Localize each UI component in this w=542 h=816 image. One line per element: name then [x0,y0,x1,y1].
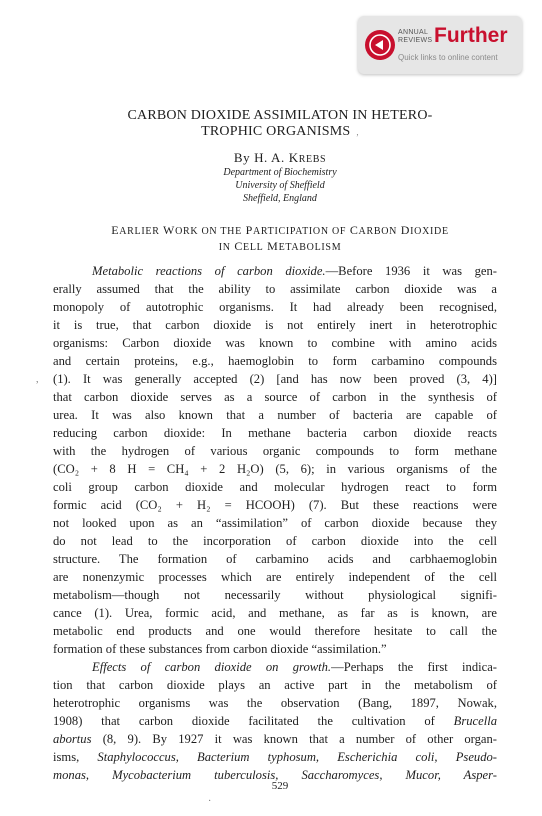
further-play-icon[interactable] [365,30,395,60]
body-line: that carbon dioxide serves as a source of carbon in the synthesis of [53,390,497,404]
byline: By H. A. KREBS [233,150,327,165]
margin-mark: , [36,374,39,385]
affiliation-university: University of Sheffield [235,180,325,191]
affiliation-department: Department of Biochemistry [223,167,337,178]
body-line: Metabolic reactions of carbon dioxide.—Before 1936 it was gen- [92,264,497,278]
body-line: abortus (8, 9). By 1927 it was known that a number of other organ- [53,732,497,746]
body-line: coli group carbon dioxide and molecular hydrogen react to form [53,480,497,494]
article-title-line-1: CARBON DIOXIDE ASSIMILATON IN HETERO- [127,108,433,123]
body-line: with the hydrogen of various organic compounds to form methane [53,444,497,458]
section-heading-line-2: IN CELL METABOLISM [218,239,342,253]
body-line: 1908) that carbon dioxide facilitated the cultivation of Brucella [53,714,497,728]
further-label[interactable]: Further [434,24,508,47]
body-line: urea. It was also known that a number of bacteria are capable of [53,408,497,422]
body-line: structure. The formation of carbamino acids and carbhaemoglobin [53,552,497,566]
body-line: cance (1). Urea, formic acid, and methane, as far as is known, are [53,606,497,620]
body-line: formic acid (CO₂ + H₂ = HCOOH) (7). But these reactions were [53,498,497,512]
page-number: 529 [271,780,289,792]
further-banner[interactable] [358,16,522,74]
body-line: tion that carbon dioxide plays an active part in the metabolism of [53,678,497,692]
body-line: metabolic end products and one would therefore hesitate to call the [53,624,497,638]
annual-reviews-logo: ANNUAL REVIEWS [398,29,433,44]
body-line: are nonenzymic processes which are entirely independent of the cell [53,570,497,584]
body-line: do not lead to the incorporation of carbon dioxide into the cell [53,534,497,548]
body-line: organisms: Carbon dioxide was known to combine with amino acids [53,336,497,350]
body-line: reducing carbon dioxide: In methane bacteria carbon dioxide reacts [53,426,497,440]
affiliation-city: Sheffield, England [243,193,317,204]
body-line: and certain proteins, e.g., haemoglobin to form carbamino compounds [53,354,497,368]
section-heading-line-1: EARLIER WORK ON THE PARTICIPATION OF CARBON DIOXIDE [111,223,449,237]
body-line: (1). It was generally accepted (2) [and has now been proved (3, 4)] [53,372,497,386]
body-line: it is true, that carbon dioxide is not entirely inert in heterotrophic [53,318,497,332]
body-line: metabolism—though not necessarily without physiological signifi- [53,588,497,602]
body-line: heterotrophic organisms was the observation (Bang, 1897, Nowak, [53,696,497,710]
body-line: Effects of carbon dioxide on growth.—Perhaps the first indica- [92,660,497,674]
quick-links-text[interactable]: Quick links to online content [398,53,498,62]
body-line: formation of these substances from carbon dioxide “assimilation.” [53,642,387,656]
body-line: monas, Mycobacterium tuberculosis, Saccharomyces, Mucor, Asper- [53,768,497,782]
body-line: not looked upon as an “assimilation” of carbon dioxide because they [53,516,497,530]
margin-mark: · [208,796,212,807]
body-line: erally assumed that the ability to assimilate carbon dioxide was a [53,282,497,296]
body-line: monopoly of autotrophic organisms. It had already been recognised, [53,300,497,314]
article-title-line-2: TROPHIC ORGANISMS , [201,124,359,139]
body-line: (CO₂ + 8 H = CH₄ + 2 H₂O) (5, 6); in various organisms of the [53,462,497,476]
body-line: isms, Staphylococcus, Bacterium typhosum, Escherichia coli, Pseudo- [53,750,497,764]
